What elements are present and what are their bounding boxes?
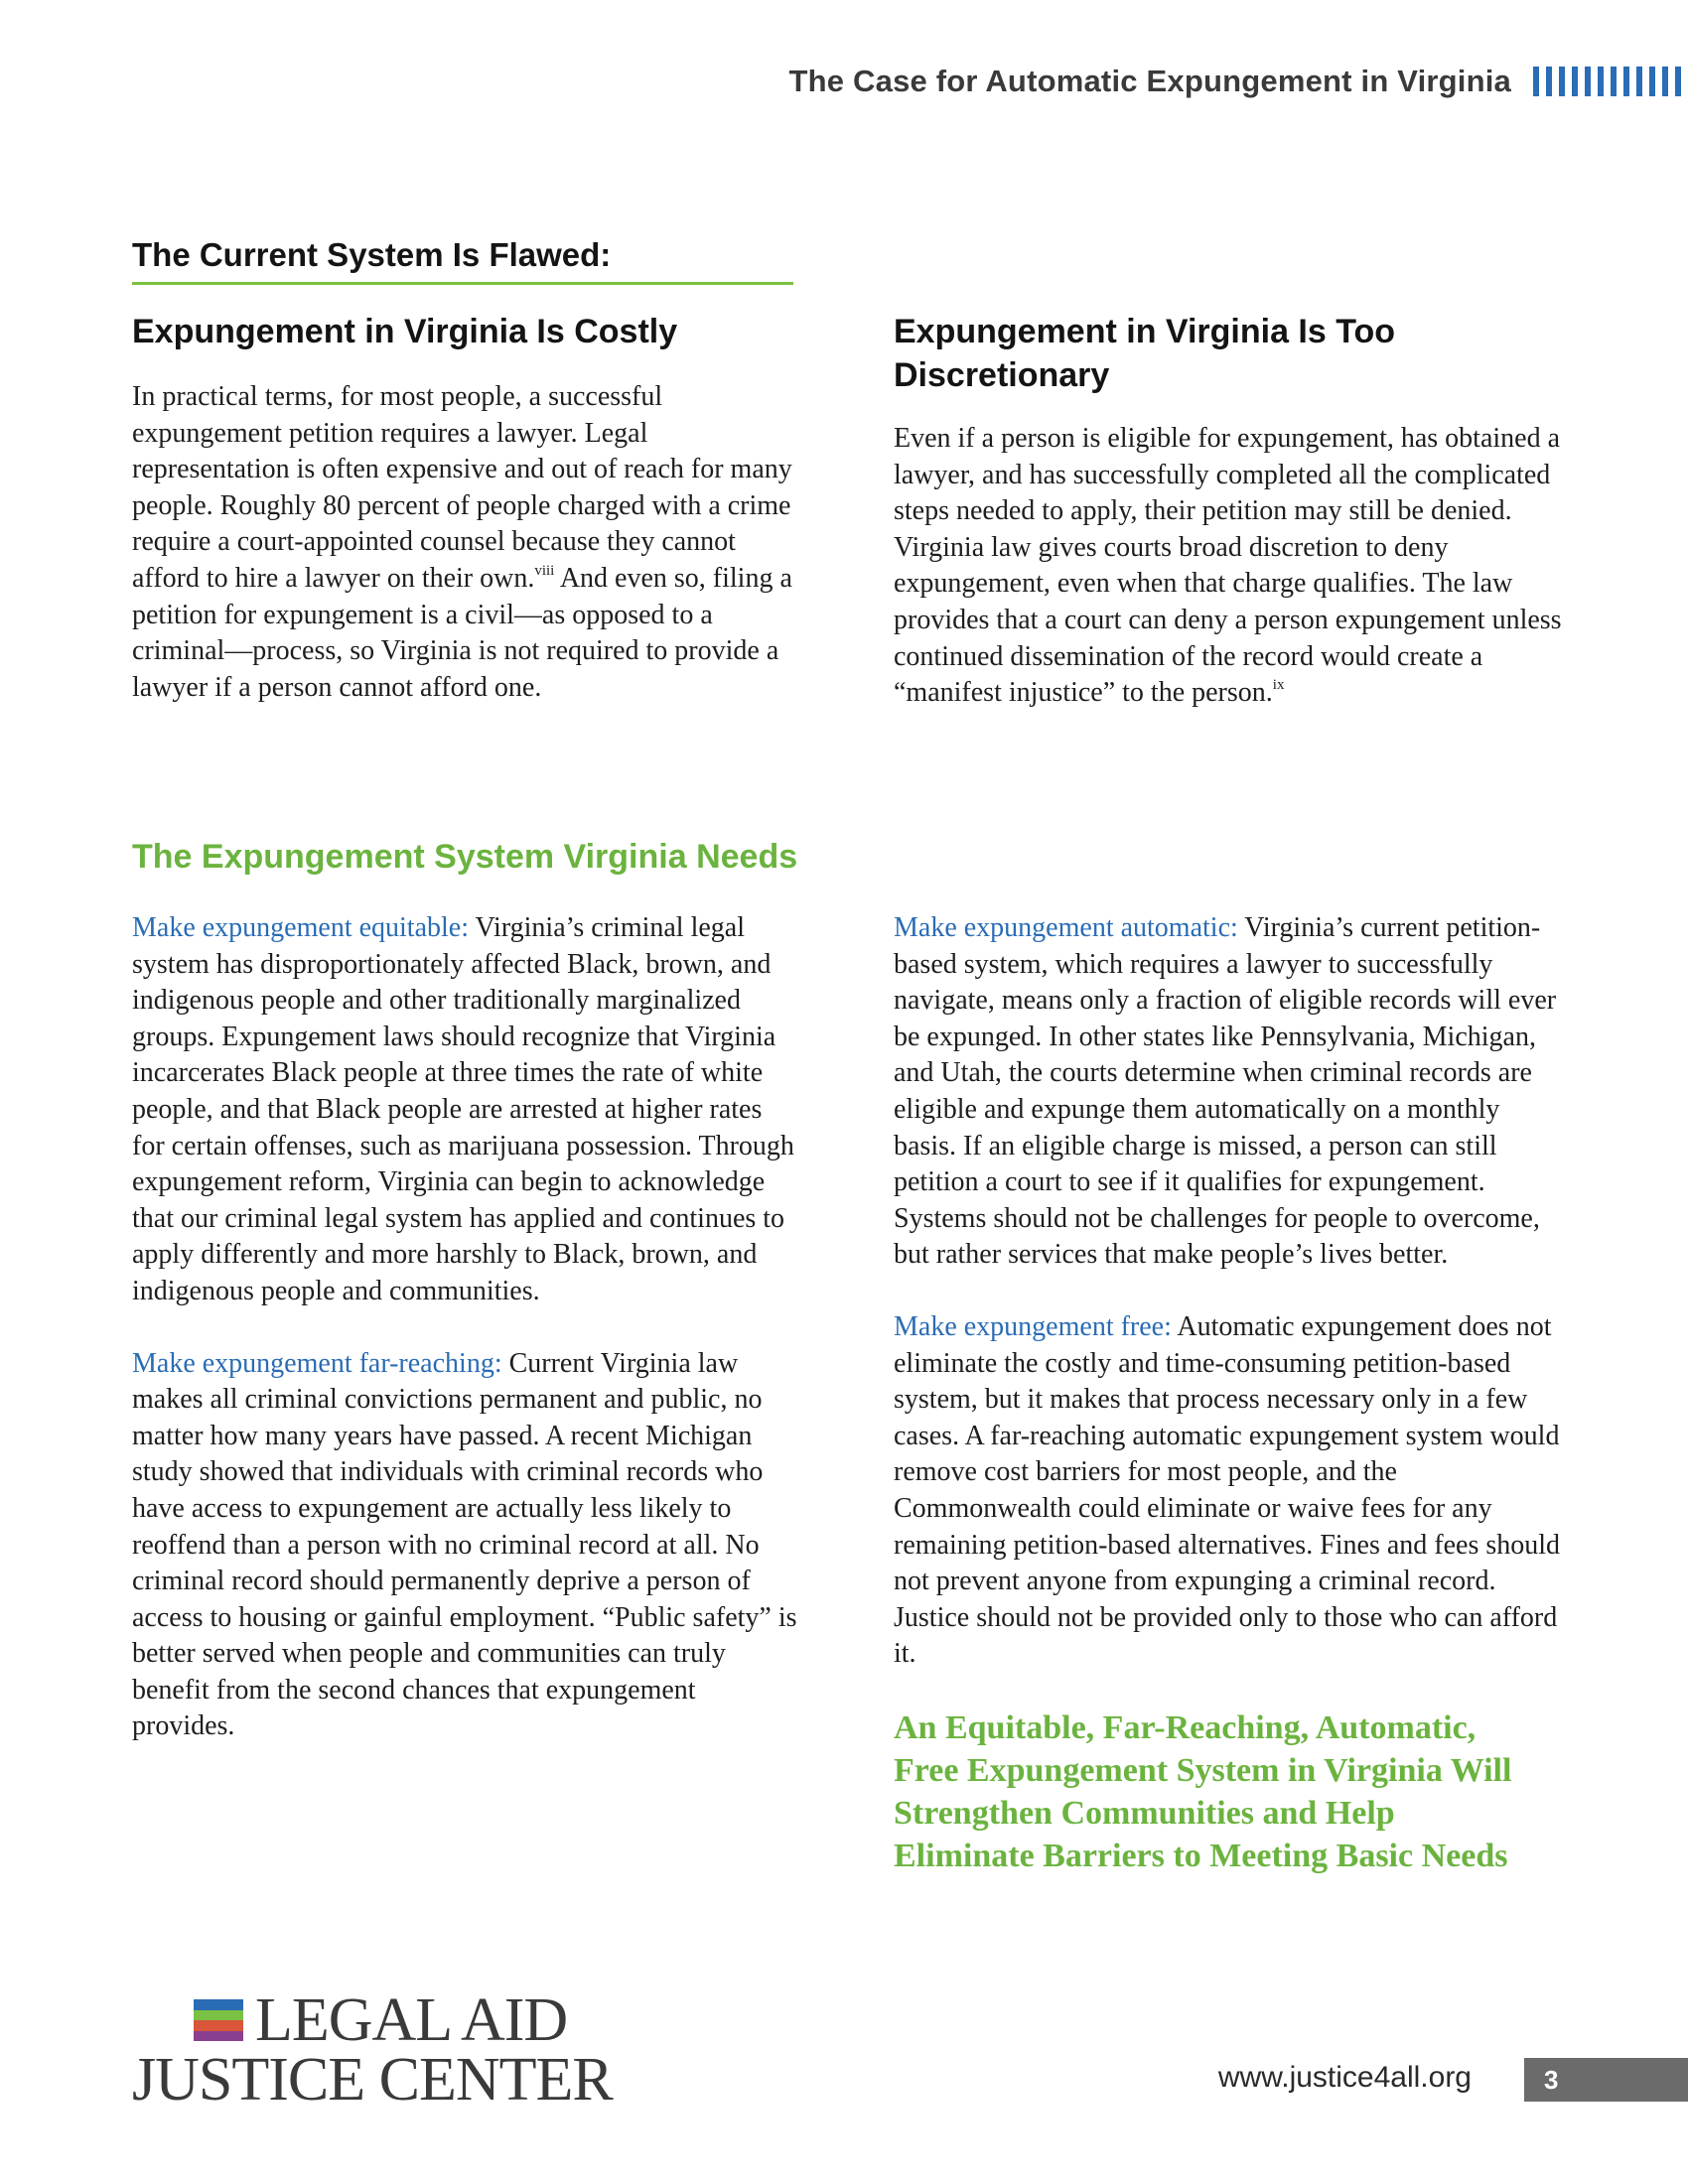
logo-text-line1: LEGAL AID bbox=[255, 1986, 568, 2054]
closing-callout: An Equitable, Far-Reaching, Automatic, Free Expungement System in Virginia Will Strengthen Communities and Help Eliminate Barriers to Meeting Basic Needs bbox=[894, 1708, 1512, 1874]
website-link[interactable]: www.justice4all.org bbox=[1217, 2061, 1472, 2094]
discretionary-section bbox=[894, 310, 1564, 712]
endnote-marker: viii bbox=[534, 562, 555, 579]
costly-section bbox=[132, 310, 797, 706]
costly-paragraph: In practical terms, for most people, a successful expungement petition requires a lawyer. Legal representation is often expensive and out of reach for many people. Roughly 80 percent of people charged with a crime require a court-appointed counsel because they cannot afford to hire a lawyer on their own.$^{viii}$ And even so, filing a petition for expungement is a civil—as opposed to a criminal—process, so Virginia is not required to provide a lawyer if a person cannot afford one. bbox=[132, 381, 792, 703]
needs-right-column bbox=[894, 910, 1564, 1877]
header-stripes-decoration bbox=[1533, 67, 1688, 96]
equitable-paragraph: Make expungement equitable: Virginia’s criminal legal system has disproportionately affected Black, brown, and indigenous people and other traditionally marginalized groups. Expungement laws should recognize that Virginia incarcerates Black people at three times the rate of white people, and that Black people are arrested at higher rates for certain offenses, such as marijuana possession. Through expungement reform, Virginia can begin to acknowledge that our criminal legal system has applied and continues to apply differently and more harshly to Black, brown, and indigenous people and communities. bbox=[132, 912, 794, 1306]
needs-left-column bbox=[132, 910, 797, 1745]
far-reaching-paragraph: Make expungement far-reaching: Current Virginia law makes all criminal convictions permanent and public, no matter how many years have passed. A recent Michigan study showed that individuals with criminal records who have access to expungement are actually less likely to reoffend than a person with no criminal record at all. No criminal record should permanently deprive a person of access to housing or gainful employment. “Public safety” is better served when people and communities can truly benefit from the second chances that expungement provides. bbox=[132, 1347, 797, 1742]
equitable-lead: Make expungement equitable: bbox=[132, 912, 469, 943]
legal-aid-logo bbox=[132, 1986, 613, 2114]
automatic-paragraph: Make expungement automatic: Virginia’s current petition-based system, which requires a lawyer to successfully navigate, means only a fraction of eligible records will ever be expunged. In other states like Pennsylvania, Michigan, and Utah, the courts determine when criminal records are eligible and expunge them automatically on a monthly basis. If an eligible charge is missed, a person can still petition a court to see if it qualifies for expungement. Systems should not be challenges for people to overcome, but rather services that make people’s lives better. bbox=[894, 912, 1557, 1271]
free-lead: Make expungement free: bbox=[894, 1310, 1172, 1342]
discretionary-heading: Expungement in Virginia Is Too Discretionary bbox=[894, 313, 1396, 394]
logo-text-line2: JUSTICE CENTER bbox=[132, 2046, 613, 2114]
far-reaching-lead: Make expungement far-reaching: bbox=[132, 1347, 502, 1379]
section-title: The Current System Is Flawed: bbox=[132, 236, 793, 285]
document-title: The Case for Automatic Expungement in Virginia bbox=[788, 64, 1511, 98]
automatic-lead: Make expungement automatic: bbox=[894, 912, 1238, 943]
needs-heading: The Expungement System Virginia Needs bbox=[132, 838, 798, 876]
free-paragraph: Make expungement free: Automatic expungement does not eliminate the costly and time-consuming petition-based system, but it makes that process necessary only in a few cases. A far-reaching automatic expungement system would remove cost barriers for most people, and the Commonwealth could eliminate or waive fees for any remaining petition-based alternatives. Fines and fees should not prevent anyone from expunging a criminal record. Justice should not be provided only to those who can afford it. bbox=[894, 1310, 1561, 1670]
logo-color-bars-icon bbox=[194, 1999, 243, 2041]
endnote-marker: ix bbox=[1272, 677, 1285, 694]
page-number: 3 bbox=[1524, 2058, 1688, 2102]
discretionary-paragraph: Even if a person is eligible for expungement, has obtained a lawyer, and has successfully completed all the complicated steps needed to apply, their petition may still be denied. Virginia law gives courts broad discretion to deny expungement, even when that charge qualifies. The law provides that a court can deny a person expungement unless continued dissemination of the record would create a “manifest injustice” to the person.$^{ix}$ bbox=[894, 423, 1562, 709]
running-header bbox=[789, 62, 1688, 101]
costly-heading: Expungement in Virginia Is Costly bbox=[132, 313, 678, 350]
